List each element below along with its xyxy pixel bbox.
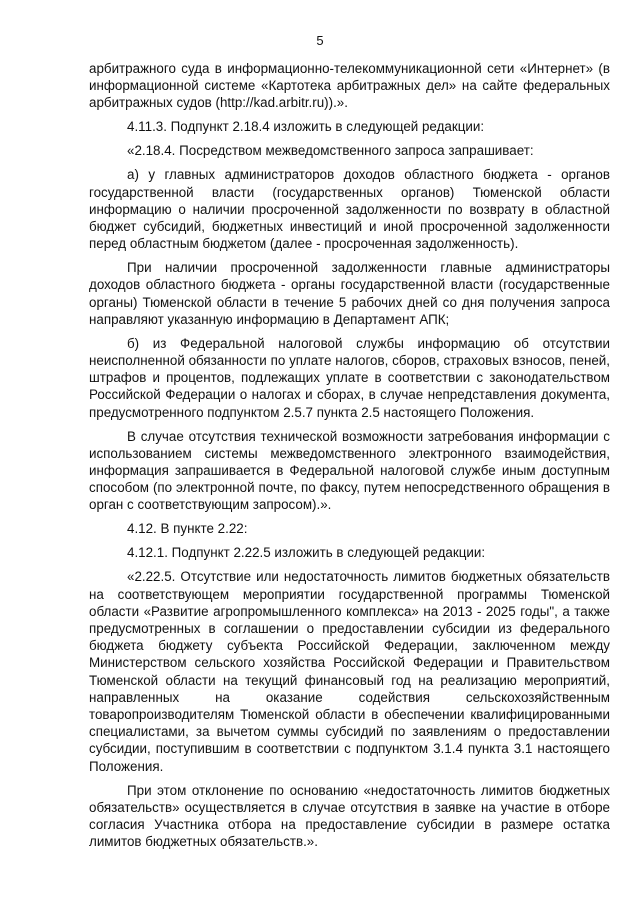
paragraph-2-18-4: «2.18.4. Посредством межведомственного запроса запрашивает: [127,143,534,159]
paragraph-overdue-debt: При наличии просроченной задолженности главные администраторы доходов областного бюджета - органы государственной власти (государственные органы) Тюменской области в течение 5 рабочих дней со дня получения запроса направляют указанную информацию в Департамент АПК; [89,260,610,327]
paragraph-4-11-3: 4.11.3. Подпункт 2.18.4 изложить в следующей редакции: [127,119,485,135]
document-body [89,60,610,857]
paragraph-2-22-5: «2.22.5. Отсутствие или недостаточность лимитов бюджетных обязательств на соответствующем мероприятии государственной программы Тюменской области «Развитие агропромышленного комплекса» на 2013 - 2025 годы", а также предусмотренных в соглашении о предоставлении субсидии из федерального бюджета бюджету субъекта Российской Федерации, заключенном между Министерством сельского хозяйства Российской Федерации и Правительством Тюменской области на текущий финансовый год на реализацию мероприятий, направленных на оказание содействия сельскохозяйственным товаропроизводителям Тюменской области в обеспечении квалифицированными специалистами, за вычетом суммы субсидий по заявлениям о предоставлении субсидии, поступившим в соответствии с подпунктом 3.1.4 пункта 3.1 настоящего Положения. [89,569,610,774]
paragraph-rejection-basis: При этом отклонение по основанию «недостаточность лимитов бюджетных обязательств» осуществляется в случае отсутствия в заявке на участие в отборе согласия Участника отбора на предоставление субсидии в размере остатка лимитов бюджетных обязательств.». [89,782,610,850]
paragraph-4-12-1: 4.12.1. Подпункт 2.22.5 изложить в следующей редакции: [127,545,486,561]
paragraph-arbitration-court-continuation: арбитражного суда в информационно-телекоммуникационной сети «Интернет» (в информационной системе «Картотека арбитражных дел» на сайте федеральных арбитражных судов (http://kad.arbitr.ru)).». [89,61,610,111]
paragraph-no-technical-possibility: В случае отсутствия технической возможности затребования информации с использованием системы межведомственного электронного взаимодействия, информация запрашивается в Федеральной налоговой службе иным доступным способом (по электронной почте, по факсу, путем непосредственного обращения в орган с соответствующим запросом).». [89,428,610,513]
page-number: 5 [316,33,324,48]
paragraph-4-12: 4.12. В пункте 2.22: [127,521,248,537]
paragraph-2-18-4-b: б) из Федеральной налоговой службы информацию об отсутствии неисполненной обязанности по уплате налогов, сборов, страховых взносов, пеней, штрафов и процентов, подлежащих уплате в соответствии с законодательством Российской Федерации о налогах и сборах, в случае непредставления документа, предусмотренного подпунктом 2.5.7 пункта 2.5 настоящего Положения. [89,335,610,420]
paragraph-2-18-4-a: а) у главных администраторов доходов областного бюджета - органов государственной власти (государственных органов) Тюменской области информацию о наличии просроченной задолженности по возврату в областной бюджет субсидий, бюджетных инвестиций и иной просроченной задолженности перед областным бюджетом (далее - просроченная задолженность). [89,167,610,252]
